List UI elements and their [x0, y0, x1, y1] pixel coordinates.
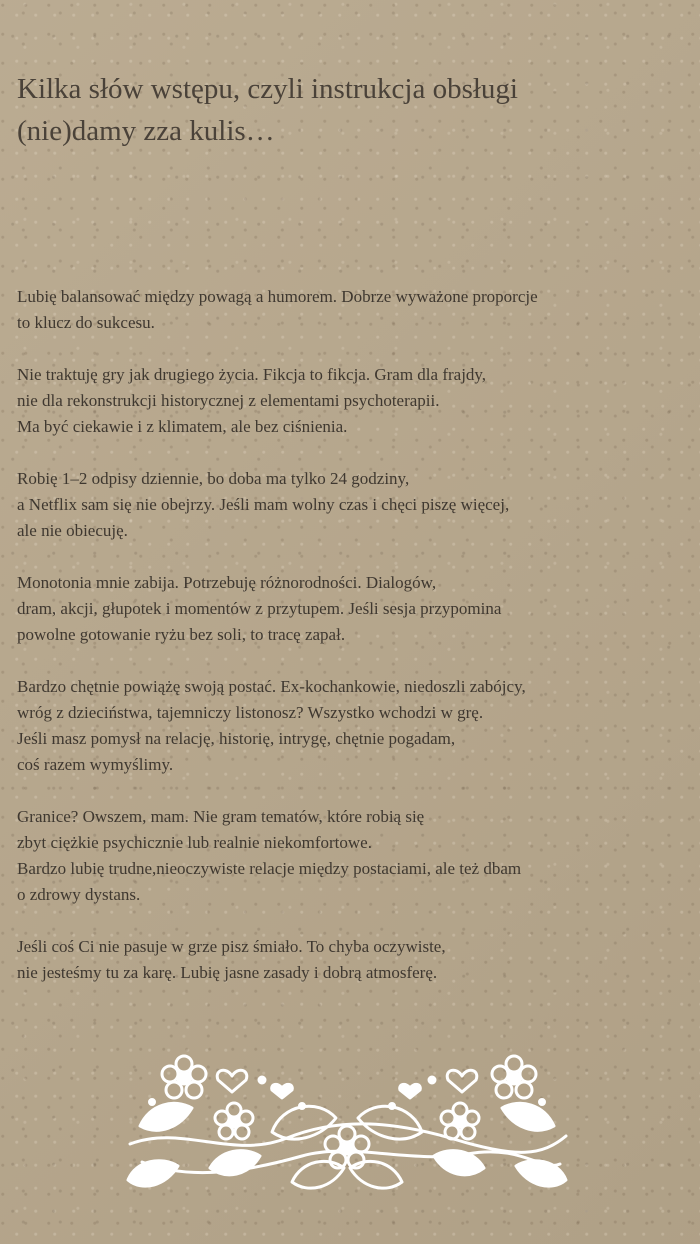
paragraph-variety [17, 570, 692, 648]
intro-text [17, 284, 692, 1012]
paragraph-boundaries [17, 804, 692, 908]
paragraph-fiction [17, 362, 692, 440]
paragraph-line: Jeśli coś Ci nie pasuje w grze pisz śmiało. To chyba oczywiste, [17, 937, 446, 956]
paragraph-line: powolne gotowanie ryżu bez soli, to tracę zapał. [17, 625, 346, 644]
paragraph-line: dram, akcji, głupotek i momentów z przytupem. Jeśli sesja przypomina [17, 599, 502, 618]
paragraph-line: wróg z dzieciństwa, tajemniczy listonosz? Wszystko wchodzi w grę. [17, 703, 484, 722]
paragraph-line: to klucz do sukcesu. [17, 313, 155, 332]
paragraph-relations [17, 674, 692, 778]
paragraph-line: Lubię balansować między powagą a humorem. Dobrze wyważone proporcje [17, 287, 538, 306]
title-line-2: (nie)damy zza kulis… [17, 115, 275, 147]
paragraph-line: Bardzo chętnie powiążę swoją postać. Ex-kochankowie, niedoszli zabójcy, [17, 677, 526, 696]
paragraph-line: o zdrowy dystans. [17, 885, 141, 904]
paragraph-line: ale nie obiecuję. [17, 521, 128, 540]
paragraph-line: Granice? Owszem, mam. Nie gram tematów, które robią się [17, 807, 425, 826]
paragraph-line: nie dla rekonstrukcji historycznej z elementami psychoterapii. [17, 391, 440, 410]
paragraph-line: Robię 1–2 odpisy dziennie, bo doba ma tylko 24 godziny, [17, 469, 410, 488]
paragraph-line: Nie traktuję gry jak drugiego życia. Fikcja to fikcja. Gram dla frajdy, [17, 365, 487, 384]
paragraph-line: Ma być ciekawie i z klimatem, ale bez ciśnienia. [17, 417, 348, 436]
paragraph-humor [17, 284, 692, 336]
paragraph-line: a Netflix sam się nie obejrzy. Jeśli mam wolny czas i chęci piszę więcej, [17, 495, 510, 514]
floral-ornament-icon [122, 1052, 572, 1200]
paragraph-line: Monotonia mnie zabija. Potrzebuję różnorodności. Dialogów, [17, 573, 437, 592]
paragraph-line: Bardzo lubię trudne,nieoczywiste relacje między postaciami, ale też dbam [17, 859, 522, 878]
paragraph-line: zbyt ciężkie psychicznie lub realnie niekomfortowe. [17, 833, 372, 852]
paragraph-line: coś razem wymyślimy. [17, 755, 174, 774]
title-line-1: Kilka słów wstępu, czyli instrukcja obsługi [17, 73, 518, 105]
paragraph-line: nie jesteśmy tu za karę. Lubię jasne zasady i dobrą atmosferę. [17, 963, 438, 982]
page-title [17, 68, 637, 152]
paragraph-posting-frequency [17, 466, 692, 544]
paragraph-line: Jeśli masz pomysł na relację, historię, intrygę, chętnie pogadam, [17, 729, 456, 748]
paragraph-feedback [17, 934, 692, 986]
